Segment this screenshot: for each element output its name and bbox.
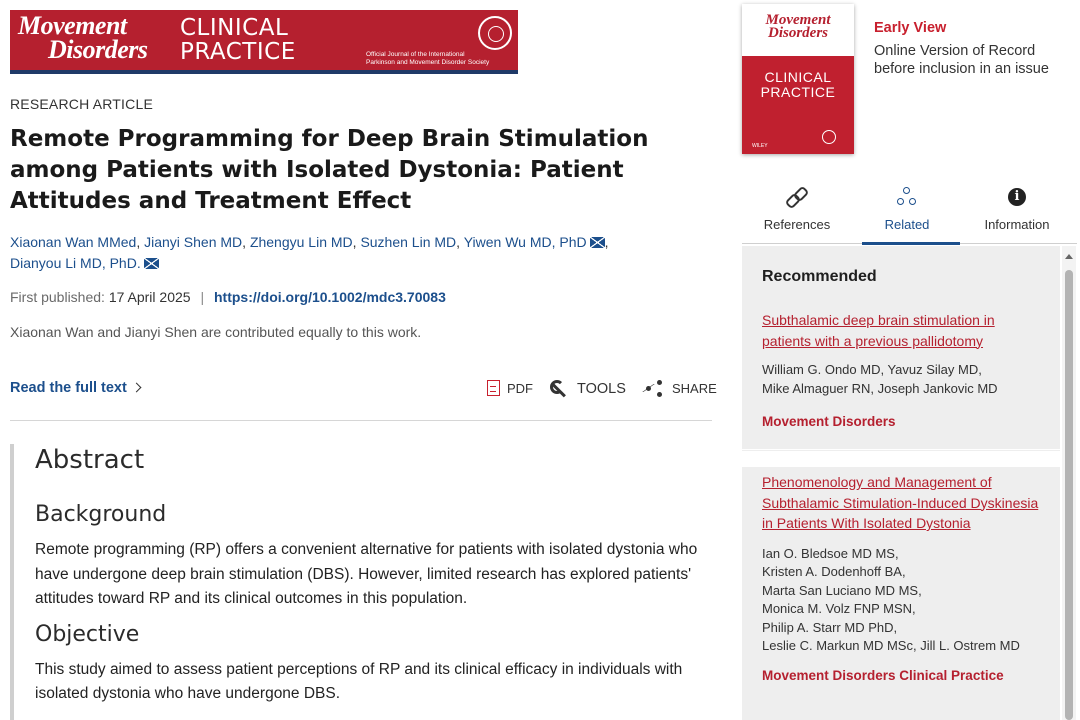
journal-cover[interactable]: [742, 4, 854, 154]
cover-publisher: WILEY: [752, 143, 768, 149]
society-seal-icon: [478, 16, 512, 50]
background-text: Remote programming (RP) offers a convenient alternative for patients with isolated dystonia who have undergone deep brain stimulation (DBS). However, limited research has explored patients' attitudes toward RP and its clinical outcomes in this population.: [35, 541, 698, 607]
article-title: Remote Programming for Deep Brain Stimulation among Patients with Isolated Dystonia: Patient Attitudes and Treatment Effect: [10, 126, 649, 214]
recommended-journal-link[interactable]: Movement Disorders: [762, 414, 896, 429]
info-icon: i: [1008, 188, 1026, 206]
recommended-authors: [762, 361, 1052, 398]
recommended-journal-link[interactable]: Movement Disorders Clinical Practice: [762, 667, 1004, 683]
author-line: Mike Almaguer RN, Joseph Jankovic MD: [762, 380, 998, 396]
objective-heading: Objective: [35, 621, 140, 647]
tab-references[interactable]: [742, 180, 852, 244]
chevron-right-icon: [131, 383, 141, 393]
brand-line1: Movement: [18, 11, 127, 40]
official-journal-text: [366, 51, 489, 67]
author-link[interactable]: Jianyi Shen MD: [144, 234, 243, 250]
abstract-heading: Abstract: [35, 445, 145, 475]
wrench-icon: [549, 380, 567, 398]
recommended-authors: [762, 545, 1052, 656]
tab-related[interactable]: [852, 180, 962, 244]
pdf-icon: [487, 380, 500, 396]
scrollbar-thumb[interactable]: [1065, 270, 1073, 720]
author-line: Ian O. Bledsoe MD MS,: [762, 545, 899, 561]
background-heading: Background: [35, 502, 167, 527]
cp-line2: PRACTICE: [180, 39, 296, 65]
read-full-text-label: Read the full text: [10, 380, 127, 396]
cp-line1: CLINICAL: [180, 15, 289, 41]
related-icon: [896, 186, 918, 208]
first-published-label: First published:: [10, 289, 105, 305]
cover-subtitle: [742, 70, 854, 100]
cover-brand: [742, 4, 854, 56]
cover-cp-line1: CLINICAL: [764, 69, 832, 85]
journal-subtitle: [180, 16, 296, 64]
author-link[interactable]: Yiwen Wu MD, PhD: [463, 234, 587, 250]
author-link[interactable]: Suzhen Lin MD: [360, 234, 457, 250]
recommended-item: [742, 472, 1060, 683]
email-icon[interactable]: [590, 237, 605, 248]
doi-link[interactable]: https://doi.org/10.1002/mdc3.70083: [213, 289, 446, 305]
brand-line2: Disorders: [48, 35, 148, 64]
divider: [10, 420, 712, 421]
author-line: Monica M. Volz FNP MSN,: [762, 601, 916, 616]
cover-brand-line1: Movement: [765, 12, 831, 28]
author-link[interactable]: Xiaonan Wan MMed: [10, 234, 137, 250]
early-view-line1: Online Version of Record: [874, 43, 1036, 59]
tab-label: References: [763, 217, 831, 232]
pdf-label: PDF: [507, 380, 533, 396]
official-line2: Parkinson and Movement Disorder Society: [366, 59, 490, 66]
tools-label: TOOLS: [577, 381, 626, 397]
email-icon[interactable]: [144, 258, 159, 269]
recommended-heading: Recommended: [762, 268, 877, 285]
author-line: Marta San Luciano MD MS,: [762, 582, 922, 598]
separator: |: [200, 289, 205, 305]
author-line: Kristen A. Dodenhoff BA,: [762, 564, 906, 579]
card-separator: [742, 451, 1060, 467]
author-line: Philip A. Starr MD PhD,: [762, 619, 898, 635]
recommended-title-link[interactable]: Subthalamic deep brain stimulation in patients with a previous pallidotomy: [762, 312, 995, 349]
article-type: RESEARCH ARTICLE: [10, 96, 153, 112]
recommended-title-link[interactable]: Phenomenology and Management of Subthalamic Stimulation-Induced Dyskinesia in Patients With Isolated Dystonia: [762, 474, 1039, 531]
recommended-item: [742, 310, 1060, 450]
share-icon: [646, 380, 662, 396]
author-line: William G. Ondo MD, Yavuz Silay MD,: [762, 362, 982, 377]
link-icon: [786, 186, 808, 208]
tab-label: Related: [884, 217, 930, 232]
cover-brand-line2: Disorders: [767, 25, 828, 41]
journal-brand: [18, 11, 148, 64]
author-list: Xiaonan Wan MMed, Jianyi Shen MD, Zhengyu Lin MD, Suzhen Lin MD, Yiwen Wu MD, PhD , Dianyou Li MD, PhD.: [10, 234, 609, 271]
tools-button[interactable]: [549, 380, 626, 398]
panel-scrollbar[interactable]: [1062, 246, 1076, 720]
abstract-section: [10, 444, 712, 720]
tab-information[interactable]: [962, 180, 1072, 244]
sidebar-tabs: [742, 180, 1077, 244]
author-link[interactable]: Dianyou Li MD, PhD.: [10, 255, 141, 271]
journal-banner[interactable]: [10, 10, 518, 74]
official-line1: Official Journal of the International: [366, 51, 465, 58]
early-view-title: Early View: [874, 20, 947, 36]
objective-text: This study aimed to assess patient perceptions of RP and its clinical efficacy in individuals with isolated dystonia who have undergone DBS.: [35, 660, 683, 702]
cover-cp-line2: PRACTICE: [760, 84, 836, 100]
read-full-text-link[interactable]: [10, 380, 140, 396]
author-link[interactable]: Zhengyu Lin MD: [249, 234, 353, 250]
scroll-up-icon[interactable]: [1065, 254, 1073, 259]
contribution-note: Xiaonan Wan and Jianyi Shen are contributed equally to this work.: [10, 324, 422, 340]
tab-label: Information: [984, 217, 1050, 232]
share-label: SHARE: [672, 380, 717, 396]
publication-info: [10, 289, 446, 305]
cover-seal-icon: [822, 130, 836, 144]
pdf-button[interactable]: [487, 380, 533, 396]
early-view-line2: before inclusion in an issue: [874, 61, 1049, 77]
share-button[interactable]: [646, 380, 717, 396]
author-line: Leslie C. Markun MD MSc, Jill L. Ostrem MD: [762, 638, 1020, 653]
first-published-date: 17 April 2025: [108, 289, 191, 305]
